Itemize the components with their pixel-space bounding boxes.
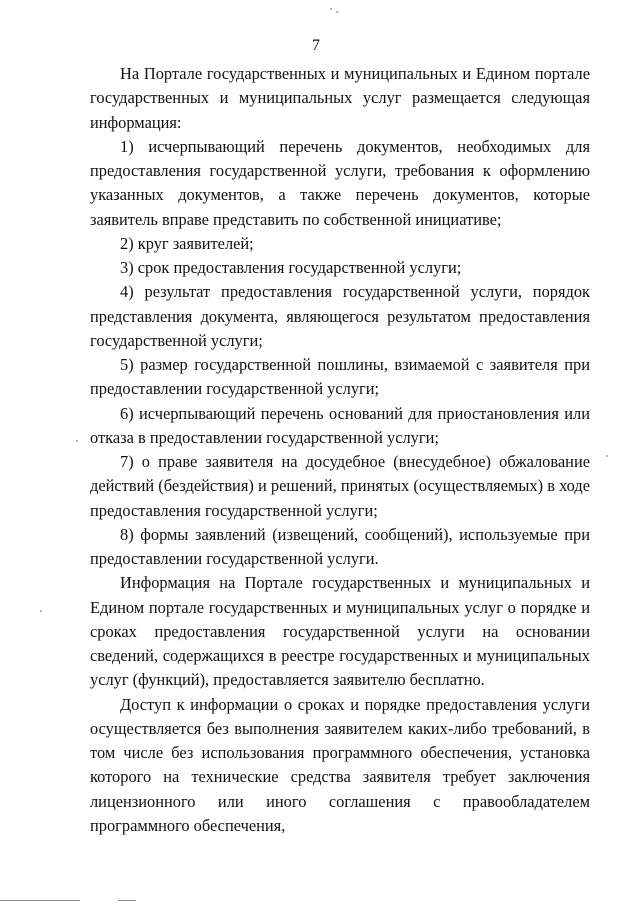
paragraph: 3) срок предоставления государственной услуги; (120, 258, 462, 277)
paragraph: 2) круг заявителей; (120, 233, 254, 253)
scan-speck (330, 8, 332, 10)
paragraph: 8) формы заявлений (извещений, сообщений), используемые при предоставлении государственной услуги. (90, 524, 590, 568)
scan-edge-mark (0, 900, 80, 901)
paragraph: Доступ к информации о сроках и порядке предоставления услуги осуществляется без выполнения заявителем каких-либо требований, в том числе без использования программного обеспечения, установка которого на технические средства заявителя требует заключения лицензионного или иного соглашения с правообладателем программного обеспечения, (90, 694, 590, 835)
scan-edge-mark (118, 900, 136, 901)
page-number: 7 (312, 37, 320, 54)
paragraph: 1) исчерпывающий перечень документов, необходимых для предоставления государственной услуги, требования к оформлению указанных документов, а также перечень документов, которые заявитель вправе представить по собственной инициативе; (90, 136, 590, 229)
scan-speck (40, 610, 42, 612)
paragraph: Информация на Портале государственных и муниципальных и Едином портале государственных и муниципальных услуг о порядке и сроках предоставления государственной услуги на основании сведений, содержащихся в реестре государственных и муниципальных услуг (функций), предоставляется заявителю бесплатно. (90, 573, 590, 690)
paragraph: 5) размер государственной пошлины, взимаемой с заявителя при предоставлении государственной услуги; (90, 355, 590, 399)
body-text (90, 62, 590, 838)
paragraph: 7) о праве заявителя на досудебное (внесудебное) обжалование действий (бездействия) и решений, принятых (осуществляемых) в ходе предоставления государственной услуги; (90, 452, 590, 520)
paragraph: 6) исчерпывающий перечень оснований для приостановления или отказа в предоставлении государственной услуги; (90, 403, 590, 447)
scan-speck (76, 440, 78, 442)
scan-speck (336, 11, 338, 13)
paragraph: 4) результат предоставления государственной услуги, порядок представления документа, являющегося результатом предоставления государственной услуги; (90, 282, 590, 350)
scan-speck (606, 455, 608, 457)
paragraph: На Портале государственных и муниципальных и Едином портале государственных и муниципальных услуг размещается следующая информация: (90, 64, 590, 132)
